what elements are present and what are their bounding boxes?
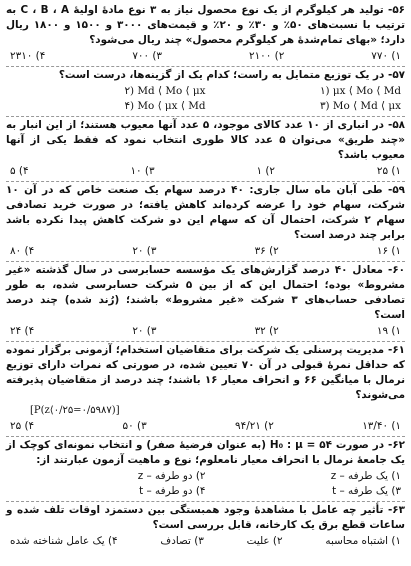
answer-options [6,323,405,339]
question-number: ۵۹- [387,184,405,196]
question-number: ۵۸- [387,119,405,131]
answer-options [6,533,405,549]
answer-options [6,163,405,179]
option-3[interactable]: ۳) یک طرفه – t [332,485,401,497]
option-1[interactable]: ۱) ۲۵ [376,165,401,177]
option-4[interactable]: ۴) Mo ⟨ μx ⟨ Md [124,100,206,112]
option-1[interactable]: ۱) یک طرفه – z [330,470,401,482]
question-number: ۶۰- [387,264,405,276]
question-stem: در یک توزیع متمایل به راست؛ کدام یک از گزینه‌ها، درست است؟ [58,69,385,81]
option-1[interactable]: ۱) ۱۹ [376,325,401,337]
option-3[interactable]: ۳) ۲۰ [132,325,157,337]
probability-formula: [P(z⟨۰/۲۵=۰/۵۹۸۷)] [30,405,120,416]
option-3[interactable]: ۳) ۵۰ [122,420,147,432]
option-2[interactable]: ۲) ۳۶ [254,245,279,257]
answer-options [6,48,405,64]
question-stem: معادل ۴۰ درصد گزارش‌های یک مؤسسه حسابرسی در سال گذشته «غیر مشروط» بوده؛ احتمال این که از بین ۵ شرکت حسابرسی شده، به طور تصادفی حساب‌های ۳ شرکت «غیر مشروط» باشند؛ (رُند شده) چند درصد است؟ [6,264,405,321]
question-59 [6,182,405,262]
option-4[interactable]: ۴) دو طرفه – t [139,485,206,497]
option-4[interactable]: ۴) ۲۵ [10,420,35,432]
option-2[interactable]: ۲) ۳۲ [254,325,279,337]
question-stem: مدیریت پرسنلی یک شرکت برای متقاضیان استخدام؛ آزمونی برگزار نموده که حداقل نمرهٔ قبولی در آن ۷۰ تعیین شده، در صورتی که نمرات دارای توزیع نرمال با میانگین ۶۶ و انحراف معیار ۱۶ باشند؛ چند درصد از متقاضیان پذیرفته می‌شوند؟ [6,344,406,401]
question-stem: تولید هر کیلوگرم از یک نوع محصول نیاز به ۳ نوع مادهٔ اولیهٔ C ، B ، A به ترتیب با نسبت‌های ۵۰٪ و ۳۰٪ و ۲۰٪ و قیمت‌های ۳۰۰۰ و ۱۵۰۰ و ۱۸۰۰ ریال دارد؛ «بهای تمام‌شدهٔ هر کیلوگرم محصول» چند ریال می‌شود؟ [6,4,406,46]
answer-options [6,243,405,259]
option-1[interactable]: ۱) ۱۳/۴۰ [362,420,401,432]
option-2[interactable]: ۲) ۲۱۰۰ [249,50,285,62]
option-2[interactable]: ۲) علیت [246,535,283,547]
question-stem: تأثیر چه عامل با مشاهدهٔ وجود همبستگی بین دستمزد اوقات تلف شده و ساعات قطع برق یک کارخانه، قابل بررسی است؟ [6,504,405,531]
option-4[interactable]: ۴) ۲۳۱۰ [10,50,46,62]
question-number: ۵۷- [387,69,405,81]
question-58 [6,117,405,182]
option-4[interactable]: ۴) ۲۴ [10,325,35,337]
question-57 [6,67,405,117]
answer-options [6,83,405,114]
option-2[interactable]: ۲) Md ⟨ Mo ⟨ μx [124,85,206,97]
question-number: ۶۲- [387,439,405,451]
option-4[interactable]: ۴) یک عامل شناخته شده [10,535,118,547]
option-3[interactable]: ۳) Mo ⟨ Md ⟨ μx [319,100,401,112]
answer-options [6,418,405,434]
question-56 [6,2,405,67]
option-3[interactable]: ۳) ۱۰ [130,165,155,177]
question-60 [6,262,405,342]
question-number: ۵۶- [388,4,406,16]
question-62 [6,437,405,502]
question-61 [6,342,405,437]
option-4[interactable]: ۴) ۸۰ [10,245,35,257]
question-number: ۶۱- [387,344,405,356]
option-4[interactable]: ۴) ۵ [10,165,29,177]
option-1[interactable]: ۱) ۱۶ [376,245,401,257]
option-3[interactable]: ۳) ۲۰ [132,245,157,257]
option-1[interactable]: ۱) μx ⟨ Mo ⟨ Md [319,85,401,97]
question-number: ۶۳- [387,504,405,516]
option-2[interactable]: ۲) ۹۴/۲۱ [235,420,274,432]
answer-options [6,468,405,499]
option-3[interactable]: ۳) ۷۰۰ [132,50,163,62]
option-1[interactable]: ۱) ۷۷۰ [371,50,401,62]
option-2[interactable]: ۲) ۱ [256,165,275,177]
option-1[interactable]: ۱) اشتباه محاسبه [325,535,401,547]
question-63 [6,502,405,551]
question-stem: در انباری از ۱۰ عدد کالای موجود، ۵ عدد آنها معیوب هستند؛ از این انبار به «چند طریق» می‌توان ۵ عدد کالا طوری انتخاب نمود که فقط یکی از آنها معیوب باشد؟ [6,119,405,161]
option-2[interactable]: ۲) دو طرفه – z [137,470,206,482]
question-stem: طی آبان ماه سال جاری: ۴۰ درصد سهام یک صنعت خاص که در آن ۱۰ شرکت، سهام خود را عرضه کرده‌اند کاهش یافته؛ در صورت خرید تصادفی سهام ۲ شرکت، احتمال آن که سهام این دو شرکت کاهش پیدا نکرده باشد برابر چند درصد است؟ [6,184,405,241]
option-3[interactable]: ۳) تصادف [160,535,204,547]
question-stem: در صورت H₀ : μ = ۵۴ (به عنوان فرضیهٔ صفر) و انتخاب نمونه‌ای کوچک از یک جامعهٔ نرمال با انحراف معیار نامعلوم؛ نوع و ماهیت آزمون عبارتند از: [6,439,405,466]
